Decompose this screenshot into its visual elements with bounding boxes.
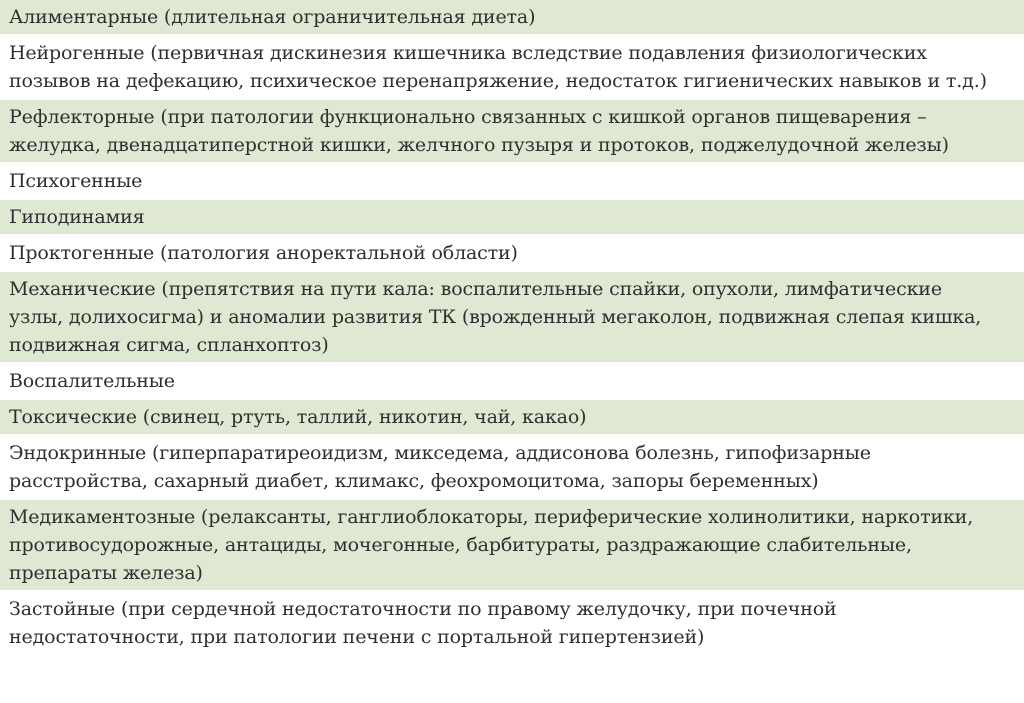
table-row — [0, 364, 1024, 400]
row-text: Воспалительные — [9, 370, 175, 392]
row-text: желудка, двенадцатиперстной кишки, желчного пузыря и протоков, поджелудочной железы) — [9, 134, 949, 156]
table-row — [0, 100, 1024, 164]
table-row — [0, 164, 1024, 200]
table-row — [0, 200, 1024, 236]
table-row — [0, 436, 1024, 500]
row-text: Алиментарные (длительная ограничительная диета) — [9, 6, 536, 28]
table-row — [0, 272, 1024, 364]
row-text: Застойные (при сердечной недостаточности по правому желудочку, при почечной — [9, 598, 837, 620]
row-text: Психогенные — [9, 170, 143, 192]
row-text: Проктогенные (патология аноректальной области) — [9, 242, 518, 264]
row-text: Гиподинамия — [9, 206, 145, 228]
table-row — [0, 36, 1024, 100]
row-text: Механические (препятствия на пути кала: воспалительные спайки, опухоли, лимфатические — [9, 278, 942, 300]
table-row — [0, 592, 1024, 656]
row-text: Рефлекторные (при патологии функционально связанных с кишкой органов пищеварения – — [9, 106, 927, 128]
table-row — [0, 500, 1024, 592]
row-text: подвижная сигма, спланхоптоз) — [9, 334, 329, 356]
row-text: Эндокринные (гиперпаратиреоидизм, микседема, аддисонова болезнь, гипофизарные — [9, 442, 871, 464]
row-text: Нейрогенные (первичная дискинезия кишечника вследствие подавления физиологических — [9, 42, 927, 64]
row-text: Медикаментозные (релаксанты, ганглиоблокаторы, периферические холинолитики, наркотики, — [9, 506, 974, 528]
row-text: противосудорожные, антациды, мочегонные, барбитураты, раздражающие слабительные, — [9, 534, 912, 556]
table-row — [0, 0, 1024, 36]
row-text: расстройства, сахарный диабет, климакс, феохромоцитома, запоры беременных) — [9, 470, 819, 492]
row-text: Токсические (свинец, ртуть, таллий, никотин, чай, какао) — [9, 406, 587, 428]
row-text: позывов на дефекацию, психическое перенапряжение, недостаток гигиенических навыков и т.д.) — [9, 70, 987, 92]
table-row — [0, 400, 1024, 436]
table-row — [0, 236, 1024, 272]
row-text: препараты железа) — [9, 562, 203, 584]
row-text: узлы, долихосигма) и аномалии развития ТК (врожденный мегаколон, подвижная слепая кишка, — [9, 306, 982, 328]
row-text: недостаточности, при патологии печени с портальной гипертензией) — [9, 626, 705, 648]
